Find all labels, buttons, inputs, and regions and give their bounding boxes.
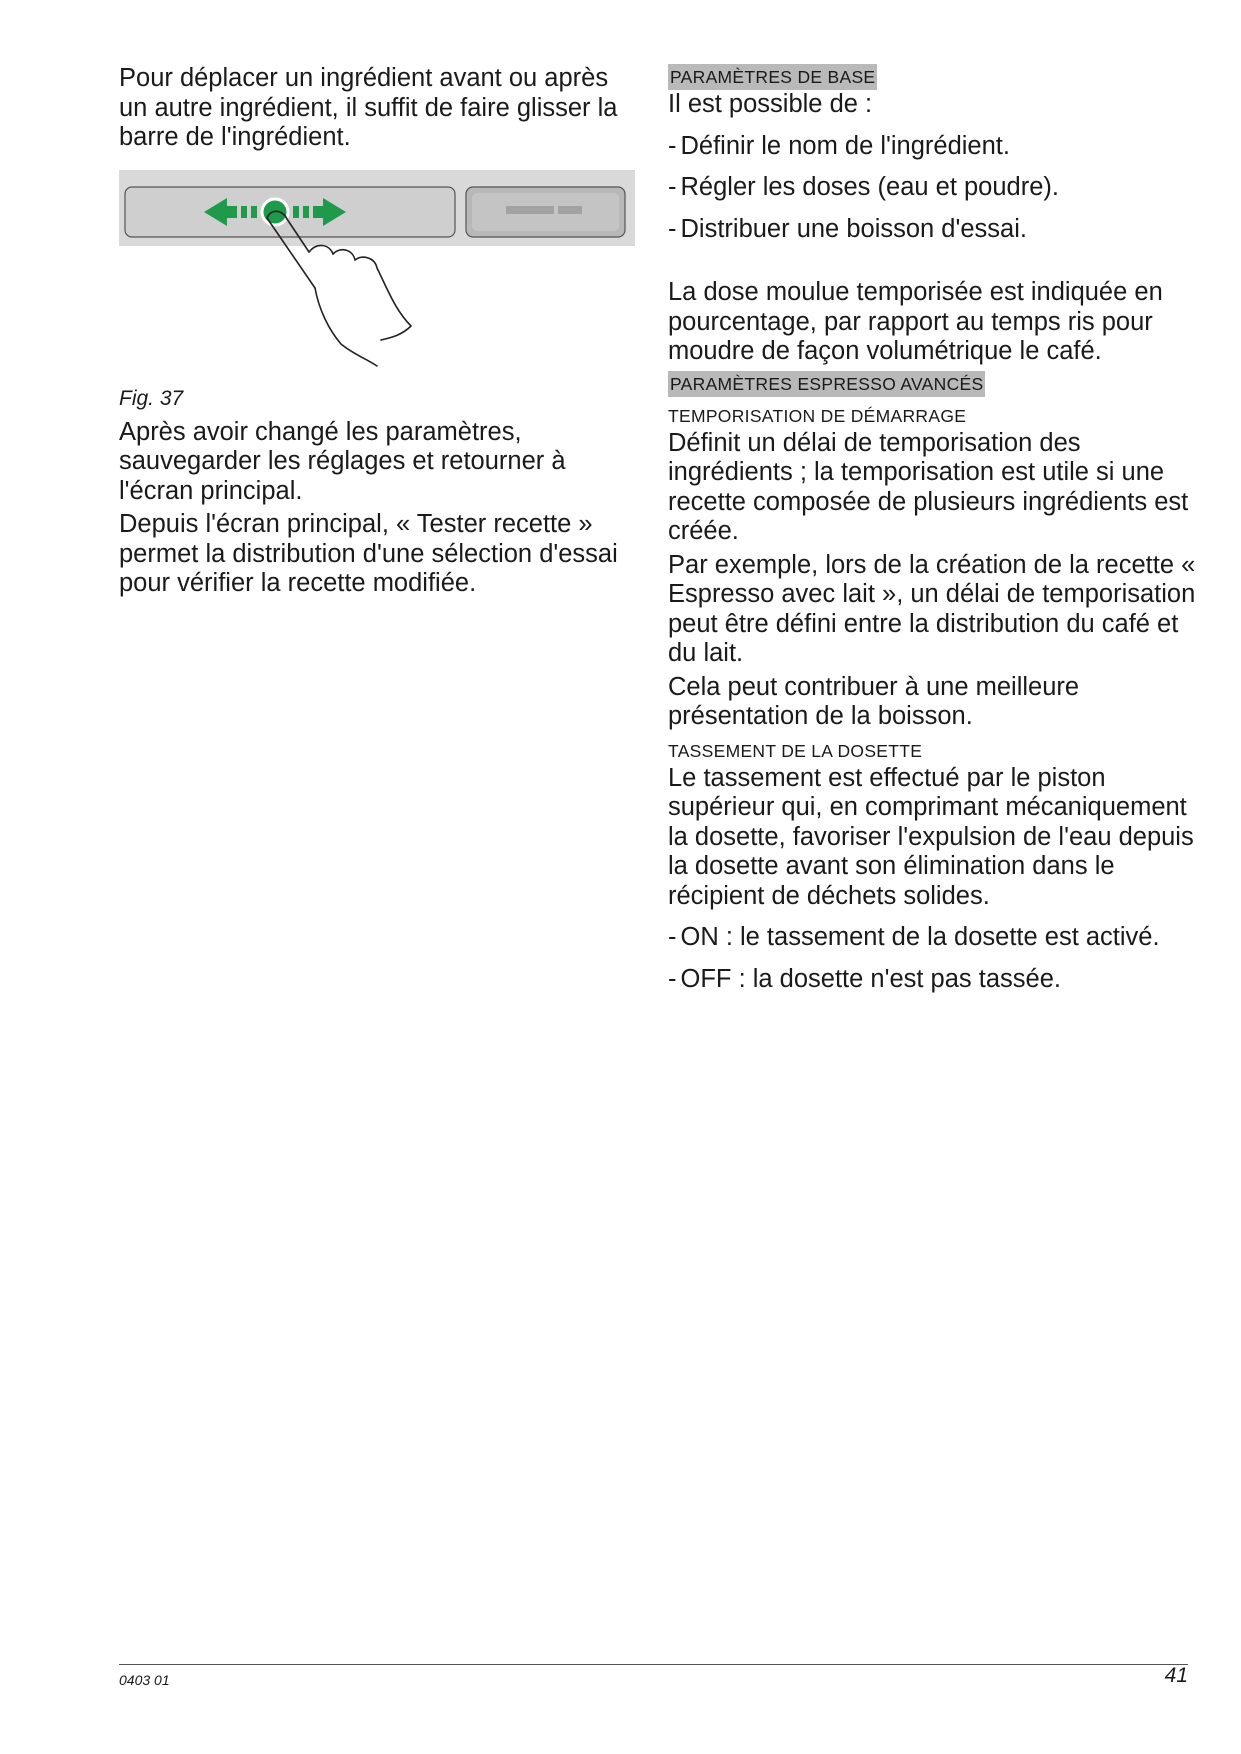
section-title-advanced: PARAMÈTRES ESPRESSO AVANCÉS bbox=[668, 371, 985, 397]
delay-paragraph-1: Définit un délai de temporisation des ingrédients ; la temporisation est utile si une recette composée de plusieurs ingrédients est créée. bbox=[668, 428, 1189, 545]
basic-intro: Il est possible de : bbox=[668, 90, 873, 118]
figure-caption: Fig. 37 bbox=[119, 386, 184, 410]
dose-note: La dose moulue temporisée est indiquée en pourcentage, par rapport au temps ris pour moudre de façon volumétrique le café. bbox=[668, 278, 1163, 365]
delay-paragraph-3: Cela peut contribuer à une meilleure présentation de la boisson. bbox=[668, 672, 1080, 730]
list-item: - OFF : la dosette n'est pas tassée. bbox=[668, 965, 1198, 995]
subsection-title-tamping: TASSEMENT DE LA DOSETTE bbox=[668, 740, 923, 761]
basic-list bbox=[668, 132, 1198, 245]
list-item: - ON : le tassement de la dosette est activé. bbox=[668, 923, 1198, 953]
figure-37 bbox=[119, 170, 639, 370]
page-number: 41 bbox=[1164, 1664, 1188, 1687]
ingredient-bar bbox=[125, 187, 455, 237]
test-recipe-paragraph: Depuis l'écran principal, « Tester recette » permet la distribution d'une sélection d'essai pour vérifier la recette modifiée. bbox=[119, 510, 618, 597]
list-item: - Distribuer une boisson d'essai. bbox=[668, 215, 1198, 245]
document-code: 0403 01 bbox=[119, 1672, 170, 1688]
slide-illustration bbox=[119, 170, 639, 370]
blurred-label-2 bbox=[558, 206, 582, 214]
list-item: - Régler les doses (eau et poudre). bbox=[668, 173, 1198, 203]
left-column bbox=[119, 64, 639, 599]
list-item: - Définir le nom de l'ingrédient. bbox=[668, 132, 1198, 162]
tamping-list bbox=[668, 923, 1198, 994]
subsection-title-delay: TEMPORISATION DE DÉMARRAGE bbox=[668, 405, 967, 426]
tamping-paragraph: Le tassement est effectué par le piston supérieur qui, en comprimant mécaniquement la dosette, favoriser l'expulsion de l'eau depuis la dosette avant son élimination dans le récipient de déchets solides. bbox=[668, 763, 1194, 910]
right-column bbox=[668, 64, 1198, 994]
blurred-label-1 bbox=[506, 206, 554, 214]
footer-divider bbox=[119, 1664, 1188, 1665]
section-title-basic: PARAMÈTRES DE BASE bbox=[668, 64, 877, 90]
after-change-paragraph: Après avoir changé les paramètres, sauvegarder les réglages et retourner à l'écran principal. bbox=[119, 417, 566, 505]
delay-paragraph-2: Par exemple, lors de la création de la recette « Espresso avec lait », un délai de temporisation peut être défini entre la distribution du café et du lait. bbox=[668, 550, 1196, 667]
intro-paragraph: Pour déplacer un ingrédient avant ou après un autre ingrédient, il suffit de faire glisser la barre de l'ingrédient. bbox=[119, 64, 618, 151]
